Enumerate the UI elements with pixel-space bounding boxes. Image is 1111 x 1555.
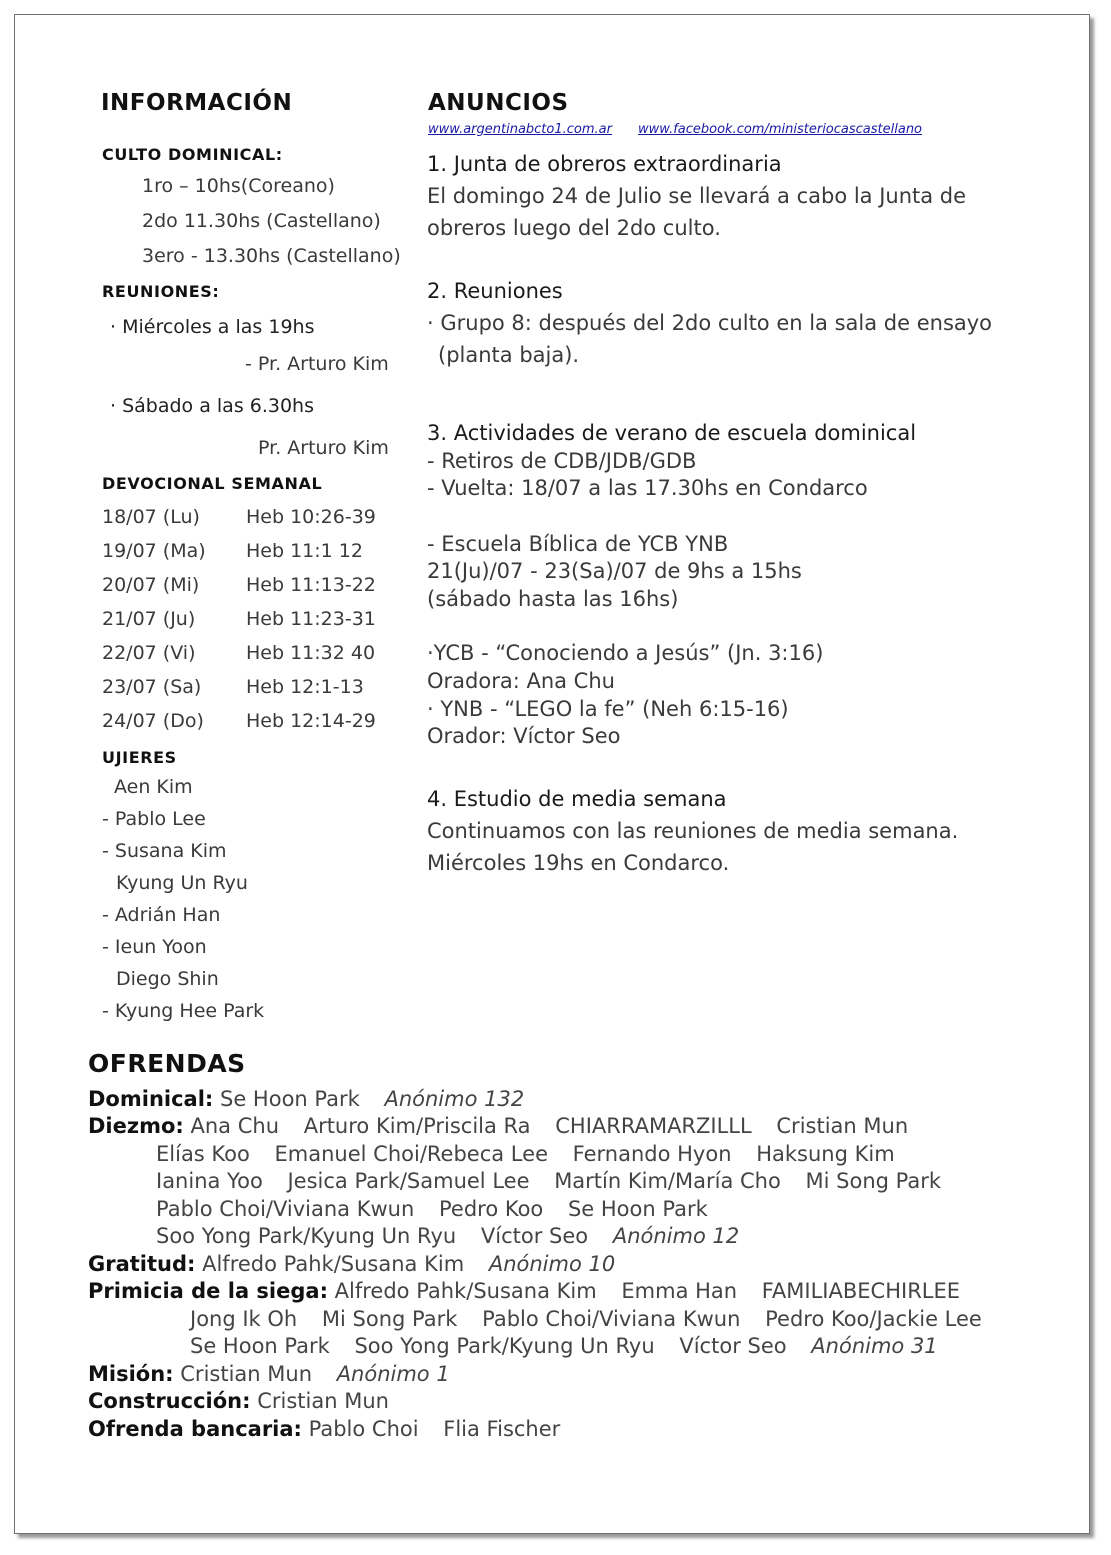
ujier-name: - Adrián Han	[102, 904, 221, 926]
anuncio-line: - Retiros de CDB/JDB/GDB	[427, 449, 697, 473]
devocional-day: 24/07 (Do)	[102, 710, 204, 732]
anuncio-line: obreros luego del 2do culto.	[427, 216, 721, 240]
devocional-ref: Heb 11:13-22	[246, 574, 376, 596]
ofrenda-label: Dominical:	[88, 1087, 214, 1111]
ofrenda-name: Pablo Choi	[308, 1417, 419, 1441]
anuncio-line: - Escuela Bíblica de YCB YNB	[427, 532, 729, 556]
ujier-name: - Pablo Lee	[102, 808, 206, 830]
website-link[interactable]: www.argentinabcto1.com.ar	[428, 122, 612, 137]
devocional-ref: Heb 11:32 40	[246, 642, 376, 664]
ofrenda-name: Víctor Seo	[480, 1224, 589, 1248]
ofrenda-name: Ianina Yoo	[156, 1169, 263, 1193]
culto-heading: CULTO DOMINICAL:	[102, 145, 283, 164]
ofrenda-label: Gratitud:	[88, 1252, 196, 1276]
ofrenda-anon: Anónimo 31	[811, 1334, 938, 1358]
ofrenda-mision	[88, 1362, 450, 1386]
devocional-ref: Heb 11:1 12	[246, 540, 363, 562]
anuncio-line: · YNB - “LEGO la fe” (Neh 6:15-16)	[427, 697, 789, 721]
ofrenda-label: Ofrenda bancaria:	[88, 1417, 302, 1441]
ofrenda-name: Emanuel Choi/Rebeca Lee	[274, 1142, 548, 1166]
devocional-day: 23/07 (Sa)	[102, 676, 202, 698]
ofrenda-primicia	[88, 1279, 960, 1303]
reuniones-heading: REUNIONES:	[102, 282, 220, 301]
culto-line: 2do 11.30hs (Castellano)	[142, 210, 381, 232]
reuniones-line: · Sábado a las 6.30hs	[110, 395, 314, 417]
anuncio-line: - Vuelta: 18/07 a las 17.30hs en Condarco	[427, 476, 868, 500]
ofrenda-diezmo-cont	[156, 1224, 739, 1248]
anuncio-title: 1. Junta de obreros extraordinaria	[427, 152, 782, 176]
ofrenda-name: Se Hoon Park	[190, 1334, 330, 1358]
devocional-ref: Heb 12:14-29	[246, 710, 376, 732]
anuncio-line: ·YCB - “Conociendo a Jesús” (Jn. 3:16)	[427, 641, 824, 665]
ofrenda-name: Soo Yong Park/Kyung Un Ryu	[354, 1334, 655, 1358]
anuncio-line: · Grupo 8: después del 2do culto en la sala de ensayo	[427, 311, 993, 335]
anuncio-title: 3. Actividades de verano de escuela dominical	[427, 421, 917, 445]
ofrenda-name: Mi Song Park	[321, 1307, 458, 1331]
devocional-ref: Heb 12:1-13	[246, 676, 364, 698]
devocional-day: 18/07 (Lu)	[102, 506, 200, 528]
ofrenda-diezmo-cont	[156, 1169, 941, 1193]
ujier-name: - Kyung Hee Park	[102, 1000, 265, 1022]
ofrenda-anon: Anónimo 1	[336, 1362, 450, 1386]
ofrenda-name: Pablo Choi/Viviana Kwun	[156, 1197, 415, 1221]
anuncio-line: (planta baja).	[438, 343, 580, 367]
ofrenda-name: Flia Fischer	[443, 1417, 561, 1441]
ofrenda-bancaria	[88, 1417, 560, 1441]
ofrenda-name: Jong Ik Oh	[190, 1307, 298, 1331]
anuncio-line: Miércoles 19hs en Condarco.	[427, 851, 730, 875]
ofrenda-name: CHIARRAMARZILLL	[555, 1114, 752, 1138]
ofrenda-name: Se Hoon Park	[220, 1087, 360, 1111]
bulletin-page	[14, 14, 1090, 1534]
culto-line: 1ro – 10hs(Coreano)	[142, 175, 335, 197]
ofrenda-name: Alfredo Pahk/Susana Kim	[202, 1252, 465, 1276]
ofrenda-anon: Anónimo 10	[488, 1252, 616, 1276]
ofrenda-dominical	[88, 1087, 524, 1111]
ofrenda-label: Construcción:	[88, 1389, 251, 1413]
anuncio-title: 4. Estudio de media semana	[427, 787, 727, 811]
devocional-ref: Heb 10:26-39	[246, 506, 376, 528]
culto-line: 3ero - 13.30hs (Castellano)	[142, 245, 401, 267]
ujier-name: Kyung Un Ryu	[116, 872, 248, 894]
anuncio-line: (sábado hasta las 16hs)	[427, 587, 679, 611]
ofrendas-title: OFRENDAS	[88, 1049, 246, 1078]
ofrenda-diezmo-cont	[156, 1197, 708, 1221]
ofrenda-label: Primicia de la siega:	[88, 1279, 328, 1303]
ujier-name: - Susana Kim	[102, 840, 227, 862]
info-title: INFORMACIÓN	[101, 90, 293, 116]
ofrenda-primicia-cont	[190, 1307, 982, 1331]
ofrenda-label: Diezmo:	[88, 1114, 184, 1138]
facebook-link[interactable]: www.facebook.com/ministeriocascastellano	[638, 122, 923, 137]
reuniones-line: - Pr. Arturo Kim	[245, 353, 389, 375]
ofrenda-label: Misión:	[88, 1362, 174, 1386]
ofrenda-name: Víctor Seo	[679, 1334, 787, 1358]
ofrenda-anon: Anónimo 12	[612, 1224, 740, 1248]
anuncio-line: Continuamos con las reuniones de media semana.	[427, 819, 959, 843]
ofrenda-name: Martín Kim/María Cho	[554, 1169, 781, 1193]
ofrenda-name: Pablo Choi/Viviana Kwun	[482, 1307, 741, 1331]
ujier-name: - Ieun Yoon	[102, 936, 207, 958]
reuniones-line: Pr. Arturo Kim	[258, 437, 389, 459]
reuniones-line: · Miércoles a las 19hs	[110, 316, 315, 338]
anuncio-line: 21(Ju)/07 - 23(Sa)/07 de 9hs a 15hs	[427, 559, 802, 583]
ofrenda-name: Pedro Koo/Jackie Lee	[765, 1307, 982, 1331]
ofrenda-name: Fernando Hyon	[572, 1142, 732, 1166]
ofrenda-name: FAMILIABECHIRLEE	[761, 1279, 961, 1303]
ofrenda-name: Mi Song Park	[805, 1169, 942, 1193]
anuncio-line: Orador: Víctor Seo	[427, 724, 621, 748]
devocional-day: 22/07 (Vi)	[102, 642, 196, 664]
devocional-ref: Heb 11:23-31	[246, 608, 376, 630]
ofrenda-name: Cristian Mun	[257, 1389, 389, 1413]
anuncios-title: ANUNCIOS	[428, 90, 569, 116]
ofrenda-name: Emma Han	[621, 1279, 738, 1303]
devocional-day: 20/07 (Mi)	[102, 574, 200, 596]
ofrenda-name: Haksung Kim	[756, 1142, 895, 1166]
ofrenda-name: Se Hoon Park	[567, 1197, 708, 1221]
ofrenda-construccion	[88, 1389, 389, 1413]
anuncio-line: El domingo 24 de Julio se llevará a cabo la Junta de	[427, 184, 967, 208]
ofrenda-name: Soo Yong Park/Kyung Un Ryu	[156, 1224, 457, 1248]
devocional-day: 19/07 (Ma)	[102, 540, 206, 562]
ujieres-heading: UJIERES	[102, 748, 177, 767]
ujier-name: Aen Kim	[114, 776, 193, 798]
ujier-name: Diego Shin	[116, 968, 219, 990]
ofrenda-gratitud	[88, 1252, 615, 1276]
ofrenda-name: Ana Chu	[190, 1114, 280, 1138]
ofrenda-diezmo-cont	[156, 1142, 895, 1166]
ofrenda-primicia-cont	[190, 1334, 938, 1358]
ofrenda-diezmo	[88, 1114, 908, 1138]
ofrenda-name: Jesica Park/Samuel Lee	[287, 1169, 530, 1193]
devocional-day: 21/07 (Ju)	[102, 608, 196, 630]
devocional-heading: DEVOCIONAL SEMANAL	[102, 474, 323, 493]
ofrenda-anon: Anónimo 132	[384, 1087, 525, 1111]
anuncio-line: Oradora: Ana Chu	[427, 669, 615, 693]
anuncio-title: 2. Reuniones	[427, 279, 563, 303]
ofrenda-name: Arturo Kim/Priscila Ra	[303, 1114, 531, 1138]
ofrenda-name: Cristian Mun	[776, 1114, 909, 1138]
ofrenda-name: Cristian Mun	[180, 1362, 312, 1386]
ofrenda-name: Elías Koo	[156, 1142, 250, 1166]
ofrenda-name: Alfredo Pahk/Susana Kim	[334, 1279, 597, 1303]
ofrenda-name: Pedro Koo	[438, 1197, 544, 1221]
